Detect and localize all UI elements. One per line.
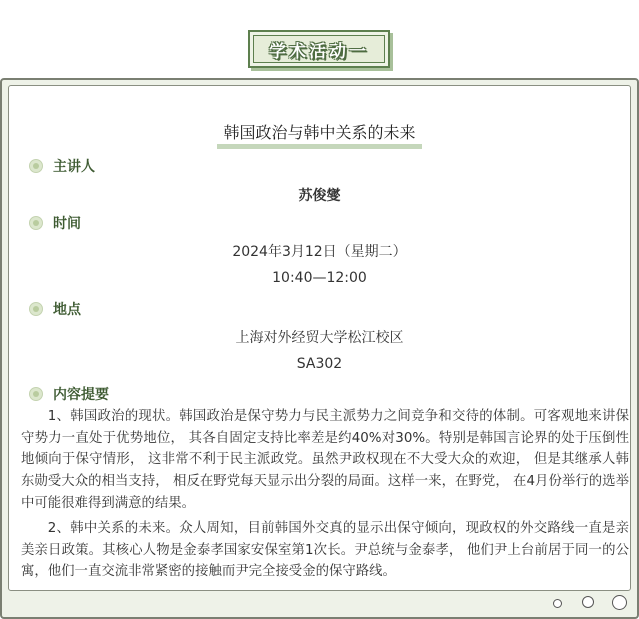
medium-circle-icon — [582, 596, 594, 608]
section-summary — [29, 384, 109, 404]
section-time-label: 时间 — [53, 216, 81, 232]
speaker-name: 苏俊燮 — [298, 188, 341, 204]
article-title-text: 韩国政治与韩中关系的未来 — [217, 120, 421, 143]
section-speaker-label: 主讲人 — [53, 159, 95, 175]
section-summary-label: 内容提要 — [53, 387, 109, 403]
event-date: 2024年3月12日（星期二） — [232, 244, 407, 260]
circle-bullet-icon — [29, 159, 43, 173]
section-speaker — [29, 156, 95, 176]
event-venue: 上海对外经贸大学松江校区 — [235, 330, 404, 346]
event-room: SA302 — [296, 356, 343, 372]
circle-bullet-icon — [29, 387, 43, 401]
circle-bullet-icon — [29, 302, 43, 316]
summary-paragraph-2: 2、韩中关系的未来。众人周知，目前韩国外交真的显示出保守倾向，现政权的外交路线一直是亲美亲日政策。其核心人物是金泰孝国家安保室第1次长。尹总统与金泰孝， 他们尹上台前居于同一的公寓，他们一直交流非常紧密的接触而尹完全接受金的保守路线。 — [21, 521, 629, 580]
activity-tag-label: 学术活动一 — [253, 35, 385, 63]
content-card — [0, 78, 639, 619]
summary-paragraph-1: 1、韩国政治的现状。韩国政治是保守势力与民主派势力之间竞争和交待的体制。可客观地来讲保守势力一直处于优势地位， 其各自固定支持比率差是约40%对30%。特别是韩国言论界的处于压倒性地倾向于保守情形， 这非常不利于民主派政党。虽然尹政权现在不大受大众的欢迎， 但是其继承人韩东勋受大众的相当支持， 相反在野党每天显示出分裂的局面。这样一来，在野党， 在4月份举行的选举中可能很难得到满意的结果。 — [21, 409, 629, 511]
activity-tag — [248, 30, 390, 68]
article-title — [9, 120, 630, 143]
content-card-body — [8, 85, 631, 591]
event-hours: 10:40—12:00 — [272, 270, 367, 286]
section-time — [29, 213, 81, 233]
large-circle-icon — [612, 595, 627, 610]
section-location-label: 地点 — [53, 302, 81, 318]
circle-bullet-icon — [29, 216, 43, 230]
small-circle-icon — [553, 599, 562, 608]
section-location — [29, 299, 81, 319]
